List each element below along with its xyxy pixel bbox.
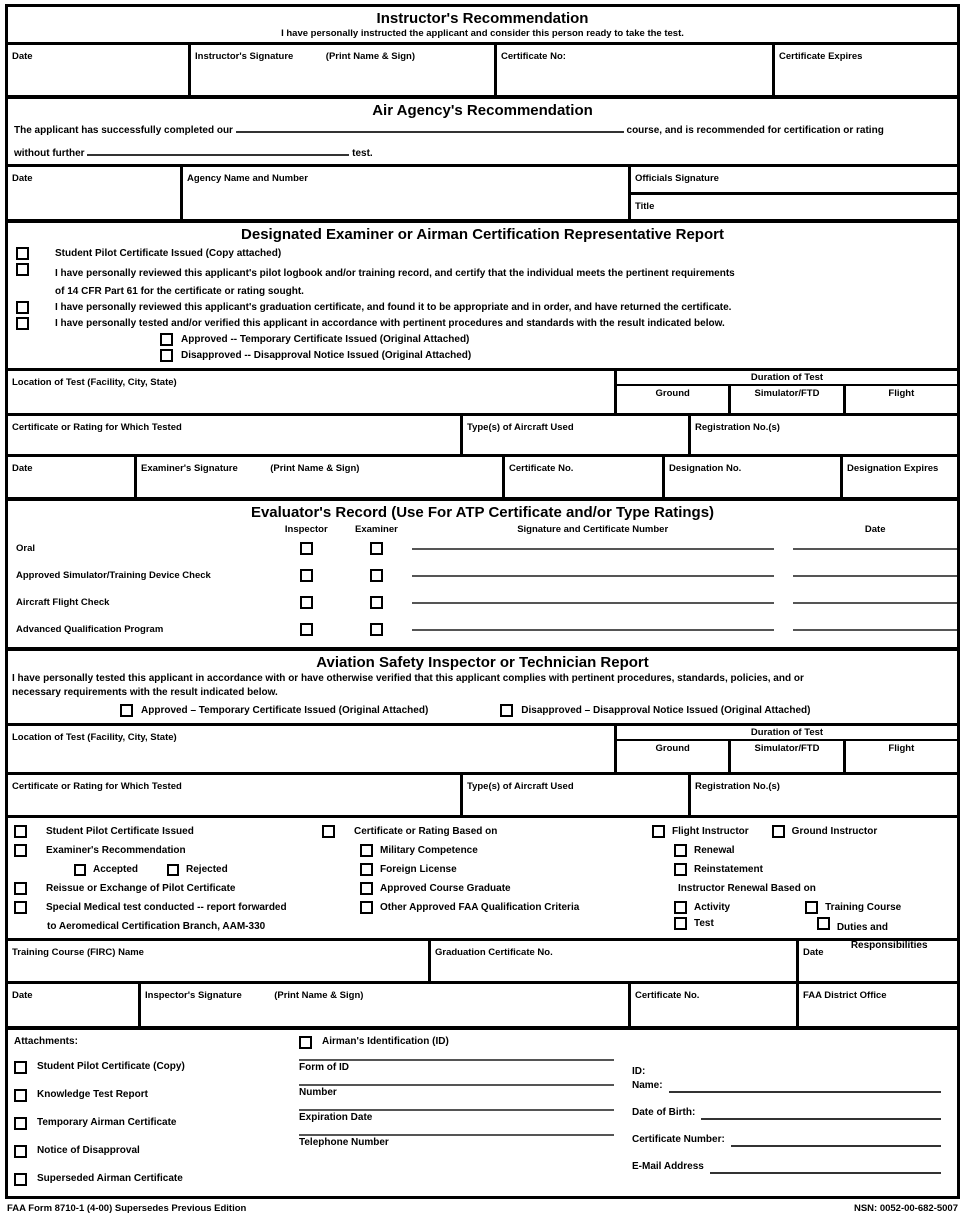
id-field-label: Telephone Number bbox=[299, 1137, 389, 1148]
examiner-duration-simulator-field[interactable] bbox=[728, 386, 842, 413]
air-agency-line2 bbox=[14, 144, 951, 161]
course-name-blank[interactable] bbox=[236, 121, 624, 133]
form-footer bbox=[5, 1199, 960, 1214]
superseded-airman-certificate-checkbox[interactable] bbox=[14, 1173, 27, 1186]
reissue-exchange-label: Reissue or Exchange of Pilot Certificate bbox=[46, 882, 236, 894]
examiner-check2-line2: of 14 CFR Part 61 for the certificate or rating sought. bbox=[55, 286, 304, 297]
examiner-aircraft-used-label: Type(s) of Aircraft Used bbox=[467, 422, 574, 433]
attachment-item-label: Knowledge Test Report bbox=[37, 1089, 148, 1100]
special-medical-label-line2: to Aeromedical Certification Branch, AAM-330 bbox=[47, 920, 266, 932]
examiner-column-header: Examiner bbox=[355, 524, 398, 535]
airman-identification-label: Airman's Identification (ID) bbox=[322, 1036, 449, 1047]
reinstatement-checkbox[interactable] bbox=[674, 863, 687, 876]
aqp-date-line[interactable] bbox=[793, 628, 957, 631]
attachments-title: Attachments: bbox=[14, 1036, 78, 1047]
id-field-label: Number bbox=[299, 1087, 337, 1098]
officials-signature-label: Officials Signature bbox=[635, 173, 719, 184]
flight-label: Flight bbox=[888, 743, 915, 754]
inspector-location-of-test-field[interactable] bbox=[8, 726, 614, 772]
special-medical-label-line1: Special Medical test conducted -- report forwarded bbox=[46, 901, 287, 913]
agency-name-field[interactable] bbox=[180, 167, 628, 219]
flight-label: Flight bbox=[888, 388, 915, 399]
approved-course-graduate-checkbox[interactable] bbox=[360, 882, 373, 895]
instructor-renewal-based-on-label: Instructor Renewal Based on bbox=[678, 882, 816, 894]
flight-instructor-label: Flight Instructor bbox=[672, 825, 749, 837]
evaluator-row-aqp bbox=[8, 616, 957, 643]
form-number-text: FAA Form 8710-1 (4-00) Supersedes Previous Edition bbox=[7, 1203, 247, 1214]
officials-signature-field[interactable] bbox=[631, 167, 957, 192]
inspector-signature-hint: (Print Name & Sign) bbox=[274, 990, 364, 1001]
flight-instructor-checkbox[interactable] bbox=[652, 825, 665, 838]
cert-rating-based-on-label: Certificate or Rating Based on bbox=[354, 825, 498, 837]
student-pilot-issued-checkbox[interactable] bbox=[14, 825, 27, 838]
examiner-cert-rating-tested-label: Certificate or Rating for Which Tested bbox=[12, 422, 182, 433]
date-of-birth-blank[interactable] bbox=[701, 1108, 941, 1120]
id-label: ID: bbox=[632, 1066, 646, 1077]
oral-inspector-checkbox[interactable] bbox=[300, 542, 313, 555]
examiner-aircraft-used-field[interactable] bbox=[460, 416, 688, 454]
graduation-certificate-no-field[interactable] bbox=[428, 941, 796, 981]
agency-signature-title-cell bbox=[628, 167, 957, 219]
inspector-certificate-no-label: Certificate No. bbox=[635, 990, 700, 1001]
section-examiner-report bbox=[8, 223, 957, 497]
examiner-check2-line1: I have personally reviewed this applicant's pilot logbook and/or training record, and certify that the individual meets the pertinent requirements bbox=[55, 268, 735, 279]
examiner-date-field[interactable] bbox=[8, 457, 134, 497]
further-test-blank[interactable] bbox=[87, 144, 349, 156]
examiner-duration-flight-field[interactable] bbox=[843, 386, 957, 413]
inspector-signature-label: Inspector's Signature bbox=[145, 990, 242, 1001]
ground-label: Ground bbox=[655, 388, 690, 399]
instructor-section-subtitle: I have personally instructed the applicant and consider this person ready to take the test. bbox=[281, 28, 684, 39]
examiner-approved-checkbox[interactable] bbox=[160, 333, 173, 346]
air-agency-line2-post: test. bbox=[352, 148, 373, 159]
examiner-signature-label: Examiner's Signature bbox=[141, 463, 238, 474]
flight-check-examiner-checkbox[interactable] bbox=[370, 596, 383, 609]
certificate-number-blank[interactable] bbox=[731, 1135, 941, 1147]
inspector-duration-of-test bbox=[614, 726, 957, 772]
attachment-item-label: Superseded Airman Certificate bbox=[37, 1173, 183, 1184]
id-field-label: Expiration Date bbox=[299, 1112, 373, 1123]
officials-title-label: Title bbox=[635, 200, 655, 212]
cert-rating-based-on-checkbox[interactable] bbox=[322, 825, 335, 838]
examiner-location-label: Location of Test (Facility, City, State) bbox=[12, 377, 177, 388]
notice-of-disapproval-checkbox[interactable] bbox=[14, 1145, 27, 1158]
inspector-cert-rating-tested-field[interactable] bbox=[8, 775, 460, 815]
ground-instructor-label: Ground Instructor bbox=[791, 825, 878, 837]
rejected-label: Rejected bbox=[186, 863, 228, 875]
id-details-column bbox=[614, 1033, 951, 1193]
approved-course-graduate-label: Approved Course Graduate bbox=[380, 882, 511, 894]
training-course-checkbox[interactable] bbox=[805, 901, 818, 914]
simulator-examiner-checkbox[interactable] bbox=[370, 569, 383, 582]
name-label: Name: bbox=[632, 1080, 663, 1091]
logbook-reviewed-checkbox[interactable] bbox=[16, 263, 29, 276]
duties-checkbox[interactable] bbox=[817, 917, 830, 930]
reissue-exchange-checkbox[interactable] bbox=[14, 882, 27, 895]
evaluator-row-label: Aircraft Flight Check bbox=[16, 597, 110, 608]
agency-name-label: Agency Name and Number bbox=[187, 173, 308, 184]
examiner-designation-expires-field[interactable] bbox=[840, 457, 957, 497]
student-pilot-copy-checkbox[interactable] bbox=[16, 247, 29, 260]
inspector-aircraft-used-field[interactable] bbox=[460, 775, 688, 815]
instructor-certificate-expires-field[interactable] bbox=[772, 45, 957, 95]
section-air-agency-recommendation bbox=[8, 99, 957, 219]
section-inspector-report bbox=[8, 651, 957, 1026]
inspector-registration-no-label: Registration No.(s) bbox=[695, 781, 780, 792]
inspector-approved-label: Approved – Temporary Certificate Issued (Original Attached) bbox=[141, 705, 429, 716]
flight-check-inspector-checkbox[interactable] bbox=[300, 596, 313, 609]
firc-name-label: Training Course (FIRC) Name bbox=[12, 947, 144, 958]
examiner-check4-label: I have personally tested and/or verified this applicant in accordance with pertinent procedures and standards with the result indicated below. bbox=[55, 318, 725, 329]
firc-date-field[interactable] bbox=[796, 941, 957, 981]
training-course-label: Training Course bbox=[825, 901, 902, 913]
examiner-disapproved-checkbox[interactable] bbox=[160, 349, 173, 362]
name-blank[interactable] bbox=[669, 1081, 941, 1093]
oral-signature-line[interactable] bbox=[412, 547, 774, 550]
instructor-certificate-no-label: Certificate No: bbox=[501, 51, 566, 62]
inspector-registration-no-field[interactable] bbox=[688, 775, 957, 815]
examiner-section-title: Designated Examiner or Airman Certification Representative Report bbox=[241, 226, 724, 243]
certificate-number-label: Certificate Number: bbox=[632, 1134, 725, 1145]
attachment-item-label: Student Pilot Certificate (Copy) bbox=[37, 1061, 185, 1072]
aqp-signature-line[interactable] bbox=[412, 628, 774, 631]
military-competence-checkbox[interactable] bbox=[360, 844, 373, 857]
examiner-duration-ground-field[interactable] bbox=[617, 386, 728, 413]
ground-instructor-checkbox[interactable] bbox=[772, 825, 785, 838]
personally-tested-checkbox[interactable] bbox=[16, 317, 29, 330]
instructor-certificate-expires-label: Certificate Expires bbox=[779, 51, 863, 62]
examiner-designation-no-field[interactable] bbox=[662, 457, 840, 497]
inspector-column-header: Inspector bbox=[284, 524, 328, 535]
simulator-ftd-label: Simulator/FTD bbox=[754, 388, 820, 399]
test-label: Test bbox=[694, 918, 714, 929]
test-checkbox[interactable] bbox=[674, 917, 687, 930]
section-instructor-recommendation bbox=[8, 7, 957, 95]
examiner-registration-no-field[interactable] bbox=[688, 416, 957, 454]
form-body bbox=[5, 4, 960, 1199]
nsn-text: NSN: 0052-00-682-5007 bbox=[853, 1203, 958, 1214]
inspector-disapproved-checkbox[interactable] bbox=[500, 704, 513, 717]
evaluator-row-label: Advanced Qualification Program bbox=[16, 624, 164, 635]
student-pilot-issued-label: Student Pilot Certificate Issued bbox=[46, 825, 194, 837]
examiner-certificate-no-label: Certificate No. bbox=[509, 463, 574, 474]
inspector-duration-ground-field[interactable] bbox=[617, 741, 728, 772]
examiner-registration-no-label: Registration No.(s) bbox=[695, 422, 780, 433]
aqp-inspector-checkbox[interactable] bbox=[300, 623, 313, 636]
inspector-certificate-no-field[interactable] bbox=[628, 984, 796, 1026]
renewal-checkbox[interactable] bbox=[674, 844, 687, 857]
instructor-section-title: Instructor's Recommendation bbox=[376, 10, 589, 27]
inspector-section-title: Aviation Safety Inspector or Technician Report bbox=[316, 654, 649, 671]
inspector-disapproved-label: Disapproved – Disapproval Notice Issued (Original Attached) bbox=[521, 705, 811, 716]
examiner-duration-of-test bbox=[614, 371, 957, 413]
flight-check-signature-line[interactable] bbox=[412, 601, 774, 604]
oral-examiner-checkbox[interactable] bbox=[370, 542, 383, 555]
officials-title-field[interactable] bbox=[631, 192, 957, 220]
evaluator-row-label: Oral bbox=[16, 543, 36, 554]
other-faa-criteria-checkbox[interactable] bbox=[360, 901, 373, 914]
firc-date-label: Date bbox=[803, 947, 824, 958]
simulator-ftd-label: Simulator/FTD bbox=[754, 743, 820, 754]
activity-checkbox[interactable] bbox=[674, 901, 687, 914]
faa-district-office-field[interactable] bbox=[796, 984, 957, 1026]
attachments-column bbox=[14, 1033, 299, 1193]
examiner-location-of-test-field[interactable] bbox=[8, 371, 614, 413]
firc-name-field[interactable] bbox=[8, 941, 428, 981]
graduation-certificate-no-label: Graduation Certificate No. bbox=[435, 947, 553, 958]
inspector-duration-simulator-field[interactable] bbox=[728, 741, 842, 772]
examiner-disapproved-label: Disapproved -- Disapproval Notice Issued (Original Attached) bbox=[181, 350, 472, 361]
date-of-birth-label: Date of Birth: bbox=[632, 1107, 696, 1118]
special-medical-checkbox[interactable] bbox=[14, 901, 27, 914]
air-agency-line1-post: course, and is recommended for certification or rating bbox=[626, 125, 884, 136]
examiner-check1-label: Student Pilot Certificate Issued (Copy attached) bbox=[55, 248, 282, 259]
section-attachments bbox=[8, 1030, 957, 1196]
inspector-duration-title: Duration of Test bbox=[617, 726, 957, 741]
duties-label-line1: Duties and bbox=[836, 922, 888, 933]
simulator-date-line[interactable] bbox=[793, 574, 957, 577]
inspector-approved-checkbox[interactable] bbox=[120, 704, 133, 717]
attachment-item-label: Temporary Airman Certificate bbox=[37, 1117, 177, 1128]
inspector-duration-flight-field[interactable] bbox=[843, 741, 957, 772]
agency-date-label: Date bbox=[12, 173, 33, 184]
examiner-date-label: Date bbox=[12, 463, 33, 474]
instructor-signature-hint: (Print Name & Sign) bbox=[325, 51, 415, 62]
id-field-label: Form of ID bbox=[299, 1062, 349, 1073]
air-agency-line1 bbox=[14, 121, 951, 138]
examiner-check3-label: I have personally reviewed this applicant's graduation certificate, and found it to be appropriate and in order, and have returned the certificate. bbox=[55, 302, 732, 313]
evaluator-row-oral bbox=[8, 535, 957, 562]
military-competence-label: Military Competence bbox=[380, 844, 478, 856]
reinstatement-label: Reinstatement bbox=[694, 863, 763, 875]
email-address-blank[interactable] bbox=[710, 1162, 941, 1174]
airman-id-column bbox=[299, 1033, 614, 1193]
simulator-signature-line[interactable] bbox=[412, 574, 774, 577]
agency-date-field[interactable] bbox=[8, 167, 180, 219]
signature-column-header: Signature and Certificate Number bbox=[517, 524, 669, 535]
airman-identification-checkbox[interactable] bbox=[299, 1036, 312, 1049]
foreign-license-checkbox[interactable] bbox=[360, 863, 373, 876]
flight-check-date-line[interactable] bbox=[793, 601, 957, 604]
activity-label: Activity bbox=[694, 901, 731, 913]
examiner-cert-rating-tested-field[interactable] bbox=[8, 416, 460, 454]
attachment-item-label: Notice of Disapproval bbox=[37, 1145, 140, 1156]
renewal-label: Renewal bbox=[694, 844, 735, 856]
foreign-license-label: Foreign License bbox=[380, 863, 457, 875]
other-faa-criteria-label: Other Approved FAA Qualification Criteria bbox=[380, 901, 580, 913]
instructor-date-label: Date bbox=[12, 51, 33, 62]
examiners-recommendation-label: Examiner's Recommendation bbox=[46, 844, 186, 856]
duties-label-line2: Responsibilities bbox=[850, 940, 928, 951]
inspector-cert-rating-tested-label: Certificate or Rating for Which Tested bbox=[12, 781, 182, 792]
examiner-signature-field[interactable] bbox=[134, 457, 502, 497]
faa-district-office-label: FAA District Office bbox=[803, 990, 887, 1001]
section-evaluator-record bbox=[8, 501, 957, 647]
examiner-approved-label: Approved -- Temporary Certificate Issued (Original Attached) bbox=[181, 334, 470, 345]
rejected-checkbox[interactable] bbox=[167, 864, 179, 876]
inspector-date-label: Date bbox=[12, 990, 33, 1001]
simulator-inspector-checkbox[interactable] bbox=[300, 569, 313, 582]
examiner-signature-hint: (Print Name & Sign) bbox=[270, 463, 360, 474]
examiner-certificate-no-field[interactable] bbox=[502, 457, 662, 497]
instructor-signature-label: Instructor's Signature bbox=[195, 51, 294, 62]
air-agency-section-title: Air Agency's Recommendation bbox=[372, 102, 593, 119]
temporary-airman-certificate-checkbox[interactable] bbox=[14, 1117, 27, 1130]
instructor-date-field[interactable] bbox=[8, 45, 188, 95]
oral-date-line[interactable] bbox=[793, 547, 957, 550]
student-pilot-copy-attachment-checkbox[interactable] bbox=[14, 1061, 27, 1074]
evaluator-column-headers bbox=[8, 524, 957, 535]
air-agency-line2-pre: without further bbox=[14, 148, 85, 159]
instructor-signature-field[interactable] bbox=[188, 45, 494, 95]
inspector-aircraft-used-label: Type(s) of Aircraft Used bbox=[467, 781, 574, 792]
graduation-cert-reviewed-checkbox[interactable] bbox=[16, 301, 29, 314]
faa-form-8710-page bbox=[5, 4, 960, 1214]
evaluator-row-simulator bbox=[8, 562, 957, 589]
inspector-intro-line1: I have personally tested this applicant in accordance with or have otherwise verified that this applicant complies with pertinent procedures, standards, policies, and or bbox=[12, 673, 804, 684]
air-agency-line1-pre: The applicant has successfully completed our bbox=[14, 125, 233, 136]
aqp-examiner-checkbox[interactable] bbox=[370, 623, 383, 636]
ground-label: Ground bbox=[655, 743, 690, 754]
inspector-location-label: Location of Test (Facility, City, State) bbox=[12, 732, 177, 743]
examiner-designation-no-label: Designation No. bbox=[669, 463, 742, 474]
examiners-recommendation-checkbox[interactable] bbox=[14, 844, 27, 857]
knowledge-test-report-checkbox[interactable] bbox=[14, 1089, 27, 1102]
examiner-designation-expires-label: Designation Expires bbox=[847, 463, 939, 474]
inspector-signature-field[interactable] bbox=[138, 984, 628, 1026]
date-column-header: Date bbox=[864, 524, 886, 535]
accepted-label: Accepted bbox=[93, 863, 139, 875]
inspector-date-field[interactable] bbox=[8, 984, 138, 1026]
accepted-checkbox[interactable] bbox=[74, 864, 86, 876]
email-address-label: E-Mail Address bbox=[632, 1161, 704, 1172]
inspector-intro-line2: necessary requirements with the result indicated below. bbox=[12, 687, 278, 698]
examiner-duration-title: Duration of Test bbox=[617, 371, 957, 386]
evaluator-row-flight-check bbox=[8, 589, 957, 616]
evaluator-row-label: Approved Simulator/Training Device Check bbox=[16, 570, 211, 581]
inspector-checkbox-grid bbox=[8, 815, 957, 951]
evaluator-section-title: Evaluator's Record (Use For ATP Certificate and/or Type Ratings) bbox=[250, 504, 715, 521]
instructor-certificate-no-field[interactable] bbox=[494, 45, 772, 95]
